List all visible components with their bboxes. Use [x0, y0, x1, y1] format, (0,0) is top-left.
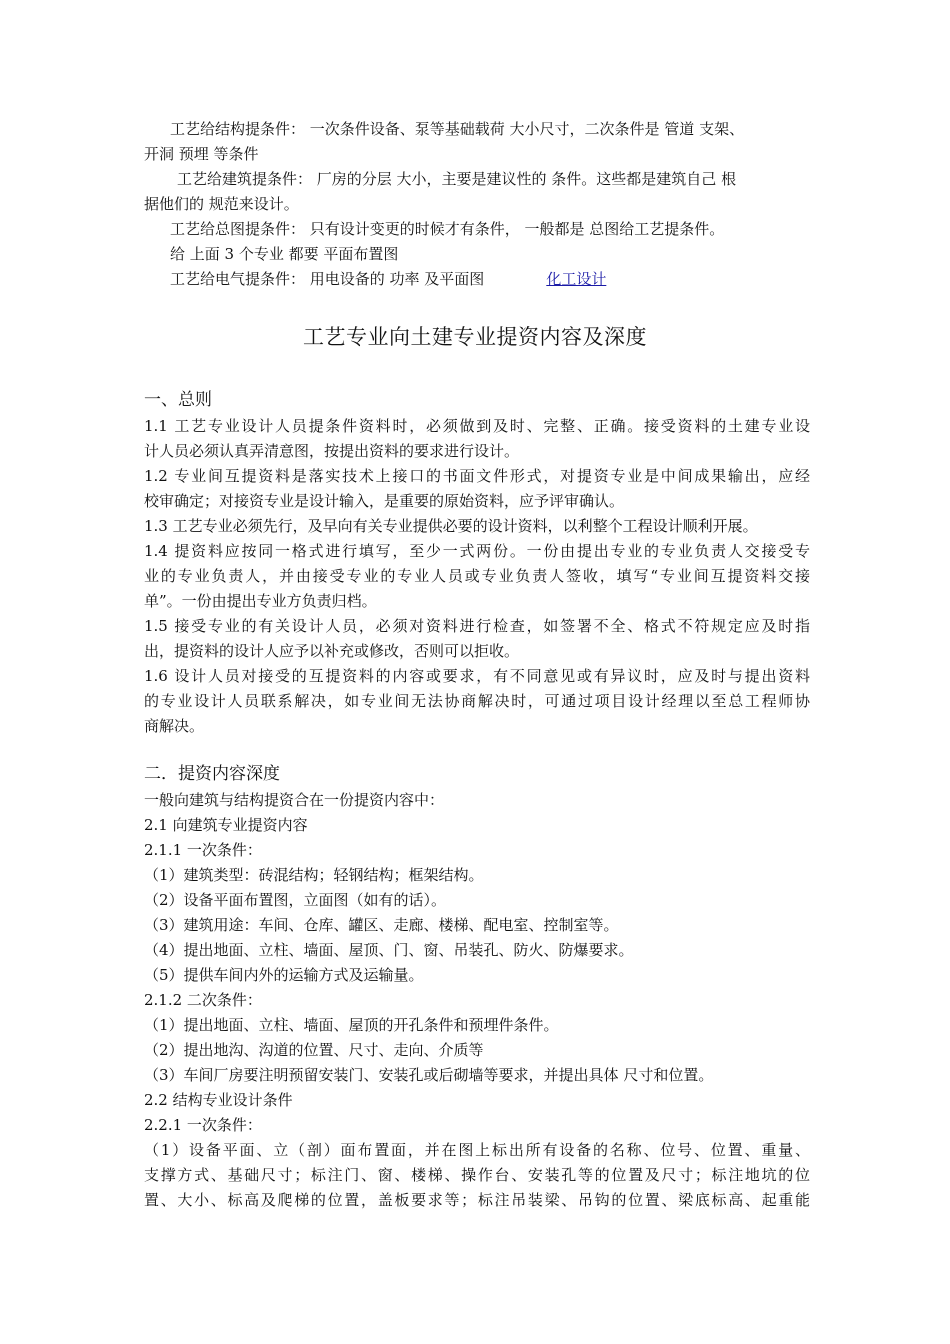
- document-title: 工艺专业向土建专业提资内容及深度: [303, 325, 647, 349]
- para-2-2-1-line: 置、大小、标高及爬梯的位置，盖板要求等；标注吊装梁、吊钩的位置、梁底标高、起重能: [144, 1191, 810, 1209]
- section-2-line: （1）建筑类型：砖混结构；轻钢结构；框架结构。: [144, 866, 484, 884]
- para-1-1-line: 计人员必须认真弄清意图，按提出资料的要求进行设计。: [144, 442, 520, 460]
- para-1-4-line: 单”。一份由提出专业方负责归档。: [144, 592, 377, 610]
- section-1-body: [144, 414, 810, 739]
- para-2-2-1-line: 支撑方式、基础尺寸；标注门、窗、楼梯、操作台、安装孔等的位置及尺寸；标注地坑的位: [144, 1166, 810, 1184]
- intro-structure-line-1: 工艺给结构提条件： 一次条件设备、泵等基础载荷 大小尺寸，二次条件是 管道 支架、: [170, 120, 745, 138]
- section-2-line: （4）提出地面、立柱、墙面、屋顶、门、窗、吊装孔、防火、防爆要求。: [144, 941, 634, 959]
- chemical-design-link[interactable]: 化工设计: [546, 270, 607, 288]
- para-1-2-line: 1.2 专业间互提资料是落实技术上接口的书面文件形式，对提资专业是中间成果输出，应经: [144, 467, 810, 485]
- section-2-heading: 二．提资内容深度: [144, 764, 280, 784]
- section-2-line: 一般向建筑与结构提资合在一份提资内容中：: [144, 791, 445, 809]
- intro-notes: [144, 117, 810, 292]
- para-1-5-line: 1.5 接受专业的有关设计人员，必须对资料进行检查，如签署不全、格式不符规定应及时指: [144, 617, 810, 635]
- intro-architecture-line-1: 工艺给建筑提条件： 厂房的分层 大小，主要是建议性的 条件。这些都是建筑自己 根: [177, 170, 737, 188]
- section-2-line: 2.1.1 一次条件：: [144, 841, 262, 859]
- intro-general-plan-line: 工艺给总图提条件： 只有设计变更的时候才有条件， 一般都是 总图给工艺提条件。: [170, 220, 725, 238]
- section-1-heading: 一、总则: [144, 390, 212, 410]
- para-1-4-line: 1.4 提资料应按同一格式进行填写，至少一式两份。一份由提出专业的专业负责人交接受专: [144, 542, 810, 560]
- section-2-line: （3）建筑用途：车间、仓库、罐区、走廊、楼梯、配电室、控制室等。: [144, 916, 619, 934]
- para-2-2-1-line: （1）设备平面、立（剖）面布置面，并在图上标出所有设备的名称、位号、位置、重量、: [144, 1141, 810, 1159]
- section-2-line: 2.2.1 一次条件：: [144, 1116, 262, 1134]
- section-2-line: （2）提出地沟、沟道的位置、尺寸、走向、介质等: [144, 1041, 484, 1059]
- para-1-6-line: 商解决。: [144, 717, 205, 735]
- section-2-line: 2.1.2 二次条件：: [144, 991, 262, 1009]
- section-2-body: [144, 788, 810, 1138]
- section-2-line: （5）提供车间内外的运输方式及运输量。: [144, 966, 424, 984]
- para-1-2-line: 校审确定；对接资专业是设计输入，是重要的原始资料，应予评审确认。: [144, 492, 625, 510]
- intro-three-specialties-line: 给 上面 3 个专业 都要 平面布置图: [170, 245, 399, 263]
- intro-electrical-line: [144, 267, 810, 292]
- section-2-line: 2.1 向建筑专业提资内容: [144, 816, 308, 834]
- para-1-6-line: 的专业设计人员联系解决，如专业间无法协商解决时，可通过项目设计经理以至总工程师协: [144, 692, 810, 710]
- section-2-line: （3）车间厂房要注明预留安装门、安装孔或后砌墙等要求，并提出具体 尺寸和位置。: [144, 1066, 714, 1084]
- intro-electrical-text: 工艺给电气提条件： 用电设备的 功率 及平面图: [170, 270, 485, 288]
- para-1-6-line: 1.6 设计人员对接受的互提资料的内容或要求，有不同意见或有异议时，应及时与提出资料: [144, 667, 810, 685]
- intro-structure-line-2: 开洞 预埋 等条件: [144, 145, 259, 163]
- intro-architecture-line-2: 据他们的 规范来设计。: [144, 195, 299, 213]
- para-1-3-line: 1.3 工艺专业必须先行，及早向有关专业提供必要的设计资料，以利整个工程设计顺利开展。: [144, 517, 758, 535]
- section-2-line: （1）提出地面、立柱、墙面、屋顶的开孔条件和预埋件条件。: [144, 1016, 559, 1034]
- section-2-line: （2）设备平面布置图，立面图（如有的话）。: [144, 891, 447, 909]
- para-1-4-line: 业的专业负责人，并由接受专业的专业人员或专业负责人签收，填写“专业间互提资料交接: [144, 567, 810, 585]
- section-2-2-1-paragraph: [144, 1138, 810, 1213]
- para-1-5-line: 出，提资料的设计人应予以补充或修改，否则可以拒收。: [144, 642, 520, 660]
- para-1-1-line: 1.1 工艺专业设计人员提条件资料时，必须做到及时、完整、正确。接受资料的土建专业设: [144, 417, 810, 435]
- section-2-line: 2.2 结构专业设计条件: [144, 1091, 293, 1109]
